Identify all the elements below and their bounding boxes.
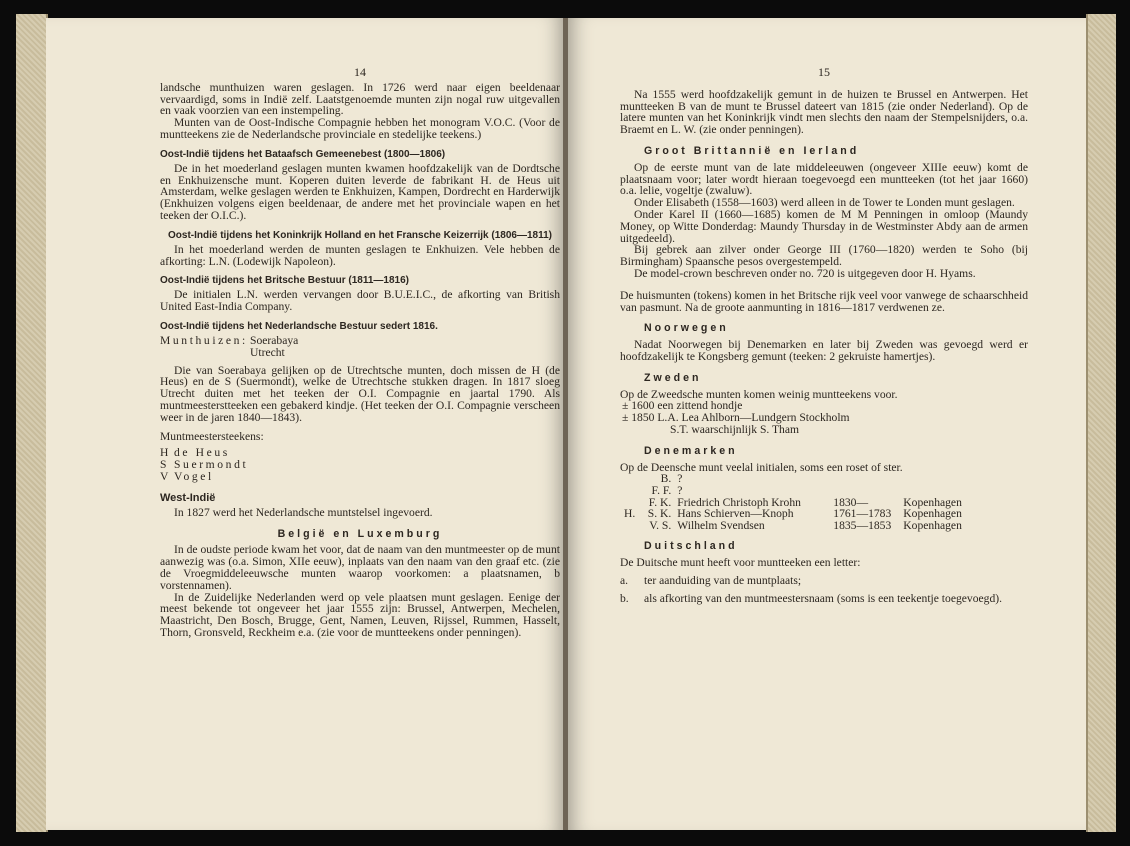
table-row xyxy=(624,485,968,497)
section-heading: Denemarken xyxy=(644,444,738,457)
list-text: als afkorting van den muntmeestersnaam (soms is een teekentje toegevoegd). xyxy=(644,591,1003,605)
list-item: S.T. waarschijnlijk S. Tham xyxy=(670,422,800,436)
paragraph: In de Zuidelijke Nederlanden werd op vele plaatsen munt geslagen. Eenige der meest bekende tot ongeveer het jaar 1555 zijn: Brussel, Antwerpen, Mechelen, Maastricht, Den Bosch, Brugge, Gent, Namen, Leuven, Rijssel, Rummen, Hasselt, Thorn, Gronsveld, Reckheim e.a. (zie voor de muntteekens onder penningen). xyxy=(160,590,560,639)
right-page xyxy=(568,18,1086,830)
table-cell: Kopenhagen xyxy=(903,518,962,532)
paragraph: Na 1555 werd hoofdzakelijk gemunt in de huizen te Brussel en Antwerpen. Het muntteeken B van de munt te Brussel dateert van 1815 (zie onder Nederland). Op de latere munten van het Koninkrijk vindt men slechts den naam der Stempelsnijders, o.a. Braemt en L. W. (zie onder penningen). xyxy=(620,87,1028,137)
paragraph: De in het moederland geslagen munten kwamen hoofdzakelijk van de Dordtsche en Enkhuizensche munt. Koperen duiten leverde de fabrikant H. de Heus uit Amsterdam, welke geslagen werden te Enkhuizen, Kampen, Dordrecht en Harderwijk (Enkhuizen volgens eigen beeldenaar, de andere met het provinciale wapen en het teeken der O.I.C.). xyxy=(160,161,560,222)
section-heading: Oost-Indië tijdens het Bataafsch Gemeenebest (1800—1806) xyxy=(160,148,446,160)
paragraph: landsche munthuizen waren geslagen. In 1726 werd naar eigen beeldenaar vervaardigd, soms in Indië zelf. Laatstgenoemde munten zijn nogal ruw uitgevallen en vaak voorzien van een instempeling. xyxy=(160,80,560,118)
list-item: Soerabaya xyxy=(250,333,299,347)
muntmeesters-label: Muntmeestersteekens: xyxy=(160,429,264,443)
book-cover-left xyxy=(16,14,48,832)
munthuizen-label: Munthuizen: xyxy=(160,333,248,347)
mm-name: de Heus xyxy=(174,446,230,460)
table-cell: F. F. xyxy=(651,483,672,497)
paragraph: Die van Soerabaya gelijken op de Utrechtsche munten, doch missen de H (de Heus) en de S (Suermondt), welke de Utrechtsche stukken dragen. In 1817 sloeg Utrecht duiten met het teeken der O.I. Compagnie en jaartal 1790. Als muntmeesterstteeken een gebakerd kindje. (Het teeken der O.I. Compagnie verscheen weer in de jaren 1840—1843). xyxy=(160,363,560,424)
munthuizen-list xyxy=(160,335,560,359)
table-cell: 1835—1853 xyxy=(833,518,892,532)
table-cell: 1761—1783 xyxy=(833,507,892,521)
table-cell: S. K. xyxy=(647,507,672,521)
section-heading: België en Luxemburg xyxy=(277,527,443,540)
right-page-text xyxy=(620,67,1028,604)
table-cell xyxy=(903,473,968,485)
paragraph: De Duitsche munt heeft voor muntteeken een letter: xyxy=(620,556,861,570)
mm-letter: S xyxy=(160,458,167,472)
table-row xyxy=(624,473,968,485)
table-cell: Wilhelm Svendsen xyxy=(677,518,765,532)
muntmeesters-list xyxy=(160,447,560,482)
table-cell xyxy=(624,485,641,497)
paragraph: In de oudste periode kwam het voor, dat de naam van den muntmeester op de munt aanwezig was (o.a. Simon, XIIe eeuw), inplaats van den naam van den graaf etc. (zie de Vroegmiddeleeuwsche munten waarop voorkomen: a plaatsnamen, b vorstennamen). xyxy=(160,543,560,592)
table-cell: H. xyxy=(624,507,636,521)
table-cell: Kopenhagen xyxy=(903,495,962,509)
table-row xyxy=(624,508,968,520)
paragraph: Op de eerste munt van de late middeleeuwen (ongeveer XIIIe eeuw) komt de plaatsnaam voor; later wordt hieraan toegevoegd een muntteeken (tot het jaar 1660) o.a. lelie, vogeltje (zwaluw). xyxy=(620,160,1028,198)
section-heading: West-Indië xyxy=(160,491,216,504)
paragraph: In het moederland werden de munten geslagen te Enkhuizen. Vele hebben de afkorting: L.N. (Lodewijk Napoleon). xyxy=(160,242,560,268)
list-text: ter aanduiding van de muntplaats; xyxy=(644,573,802,587)
section-heading: Duitschland xyxy=(644,540,738,553)
denemarken-table xyxy=(624,473,968,531)
paragraph: De huismunten (tokens) komen in het Britsche rijk veel voor vanwege de schaarschheid van pasmunt. Na de groote aanmunting in 1816—1817 verdwenen ze. xyxy=(620,288,1028,314)
paragraph: Bij gebrek aan zilver onder George III (1760—1820) werden te Soho (bij Birmingham) Spaansche pesos overgestempeld. xyxy=(620,243,1028,269)
mm-name: Suermondt xyxy=(174,458,249,472)
table-cell: F. K. xyxy=(648,495,672,509)
section-heading: Oost-Indië tijdens het Britsche Bestuur (1811—1816) xyxy=(160,275,409,287)
list-item xyxy=(160,459,560,471)
left-page-text xyxy=(160,67,560,639)
paragraph: De model-crown beschreven onder no. 720 is uitgegeven door H. Hyams. xyxy=(634,266,976,280)
paragraph: Onder Karel II (1660—1685) komen de M M Penningen in omloop (Maundy Money, op Witte Donderdag: Maundy Thursday in de Westminster Abdy aan de armen uitgedeeld). xyxy=(620,207,1028,245)
section-heading: Noorwegen xyxy=(644,322,729,335)
table-cell: 1830— xyxy=(833,495,869,509)
table-cell xyxy=(624,473,641,485)
paragraph: Nadat Noorwegen bij Denemarken en later bij Zweden was gevoegd werd er hoofdzakelijk te Kongsberg gemunt (teeken: 2 gekruiste hamertjes). xyxy=(620,338,1028,363)
paragraph: Onder Elisabeth (1558—1603) werd alleen in de Tower te Londen munt geslagen. xyxy=(634,196,1015,210)
paragraph: Op de Deensche munt veelal initialen, soms een roset of ster. xyxy=(620,460,903,474)
table-cell xyxy=(903,485,968,497)
section-heading: Oost-Indië tijdens het Koninkrijk Holland en het Fransche Keizerrijk (1806—1811) xyxy=(168,229,552,241)
table-cell: Hans Schierven—Knoph xyxy=(677,507,794,521)
left-page xyxy=(46,18,564,830)
list-item xyxy=(620,575,1028,587)
list-marker: b. xyxy=(620,591,629,605)
section-heading: Zweden xyxy=(644,371,702,384)
list-item xyxy=(160,471,560,483)
table-cell xyxy=(833,485,903,497)
mm-letter: V xyxy=(160,469,169,483)
section-heading: Groot Brittannië en Ierland xyxy=(644,144,860,157)
book-cover-right xyxy=(1086,14,1116,832)
paragraph: In 1827 werd het Nederlandsche muntstelsel ingevoerd. xyxy=(174,505,433,519)
table-cell: ? xyxy=(677,472,683,486)
list-item xyxy=(620,593,1028,605)
page-number: 14 xyxy=(354,65,366,79)
list-item: ± 1600 een zittend hondje xyxy=(622,399,743,413)
mm-letter: H xyxy=(160,446,169,460)
table-row xyxy=(624,520,968,532)
list-item: ± 1850 L.A. Lea Ahlborn—Lundgern Stockholm xyxy=(622,411,850,425)
list-item: Utrecht xyxy=(250,345,285,359)
paragraph: Munten van de Oost-Indische Compagnie hebben het monogram V.O.C. (Voor de muntteekens zie de Nederlandsche provinciale en stedelijke teekens.) xyxy=(160,116,560,141)
table-cell: Friedrich Christoph Krohn xyxy=(677,495,801,509)
list-marker: a. xyxy=(620,573,629,587)
table-cell: V. S. xyxy=(649,518,672,532)
table-cell xyxy=(833,473,903,485)
paragraph: Op de Zweedsche munten komen weinig muntteekens voor. xyxy=(620,387,898,401)
table-cell xyxy=(624,520,641,532)
table-cell: Kopenhagen xyxy=(903,507,962,521)
table-cell: B. xyxy=(660,472,672,486)
section-heading: Oost-Indië tijdens het Nederlandsche Bestuur sedert 1816. xyxy=(160,320,438,332)
table-cell: ? xyxy=(677,483,683,497)
paragraph: De initialen L.N. werden vervangen door B.U.E.I.C., de afkorting van British United East-India Company. xyxy=(160,288,560,314)
munthuizen-values xyxy=(250,335,298,359)
mm-name: Vogel xyxy=(174,469,214,483)
page-number: 15 xyxy=(818,65,830,79)
